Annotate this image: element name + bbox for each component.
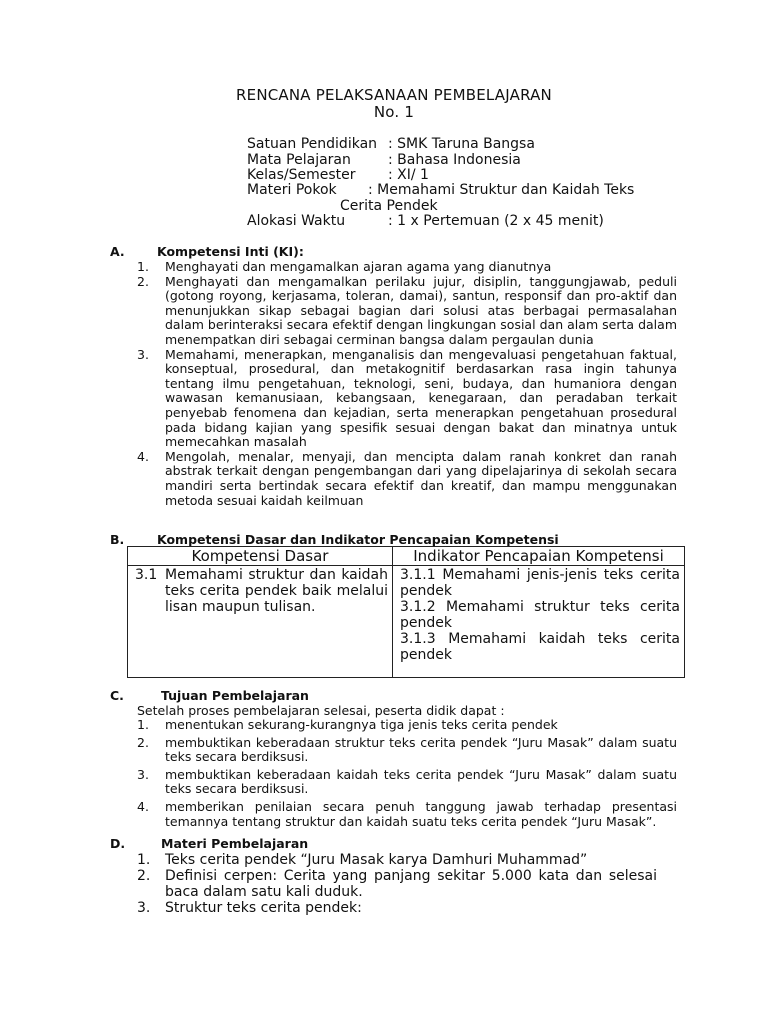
kd-number: 3.1 xyxy=(135,567,158,583)
item-text: Definisi cerpen: Cerita yang panjang sekitar 5.000 kata dan selesai baca dalam satu kali duduk. xyxy=(165,868,657,900)
item-number: 3. xyxy=(137,766,149,782)
identity-label: Mata Pelajaran xyxy=(247,152,351,168)
list-item xyxy=(137,348,677,450)
competency-table xyxy=(127,546,685,678)
kd-text: Memahami struktur dan kaidah teks cerita pendek baik melalui lisan maupun tulisan. xyxy=(165,567,388,615)
list-item xyxy=(137,736,677,765)
section-letter: A. xyxy=(110,244,125,259)
identity-satuan xyxy=(247,136,535,152)
list-item xyxy=(137,868,657,900)
list-item xyxy=(137,718,677,733)
list-item xyxy=(137,900,657,916)
section-title: Kompetensi Dasar dan Indikator Pencapaian Kompetensi xyxy=(157,532,559,547)
item-text: Menghayati dan mengamalkan ajaran agama yang dianutnya xyxy=(165,259,552,274)
identity-value: : Memahami Struktur dan Kaidah Teks xyxy=(368,182,635,198)
item-number: 3. xyxy=(137,346,149,362)
item-number: 3. xyxy=(137,900,151,916)
item-number: 4. xyxy=(137,448,149,464)
section-c-heading xyxy=(110,688,309,703)
item-text: membuktikan keberadaan kaidah teks cerita pendek “Juru Masak” dalam suatu teks secara berdiksusi. xyxy=(165,766,677,797)
item-text: memberikan penilaian secara penuh tanggung jawab terhadap presentasi temannya tentang struktur dan kaidah suatu teks cerita pendek “Juru Masak”. xyxy=(165,798,677,829)
item-number: 1. xyxy=(137,717,149,732)
item-number: 2. xyxy=(137,868,151,884)
list-item xyxy=(137,768,677,797)
identity-label: Kelas/Semester xyxy=(247,167,356,183)
item-number: 4. xyxy=(137,798,149,814)
table-row xyxy=(128,566,685,678)
identity-materi-continued: Cerita Pendek xyxy=(340,198,438,214)
section-letter: C. xyxy=(110,688,124,703)
section-title: Kompetensi Inti (KI): xyxy=(157,244,304,259)
section-d-heading xyxy=(110,836,308,851)
materi-list xyxy=(137,852,657,916)
section-letter: B. xyxy=(110,532,125,547)
section-letter: D. xyxy=(110,836,126,851)
identity-value: : 1 x Pertemuan (2 x 45 menit) xyxy=(388,213,604,229)
tujuan-list xyxy=(137,718,677,829)
indikator-cell xyxy=(393,566,685,678)
list-item xyxy=(137,260,677,275)
tujuan-intro: Setelah proses pembelajaran selesai, peserta didik dapat : xyxy=(137,703,505,718)
section-a-heading xyxy=(110,244,304,259)
identity-label: Alokasi Waktu xyxy=(247,213,346,229)
list-item xyxy=(137,800,677,829)
identity-mapel xyxy=(247,152,521,168)
identity-alokasi xyxy=(247,213,604,229)
item-text: Struktur teks cerita pendek: xyxy=(165,900,362,916)
identity-value: : XI/ 1 xyxy=(388,167,429,183)
indicator-item: 3.1.2 Memahami struktur teks cerita pendek xyxy=(400,599,680,631)
item-number: 1. xyxy=(137,259,149,274)
section-title: Tujuan Pembelajaran xyxy=(161,688,309,703)
column-header-indikator: Indikator Pencapaian Kompetensi xyxy=(393,547,685,566)
item-number: 2. xyxy=(137,273,149,289)
identity-materi xyxy=(247,182,634,198)
item-text: menentukan sekurang-kurangnya tiga jenis teks cerita pendek xyxy=(165,717,558,732)
identity-kelas xyxy=(247,167,429,183)
item-number: 2. xyxy=(137,734,149,750)
section-title: Materi Pembelajaran xyxy=(161,836,309,851)
item-text: Menghayati dan mengamalkan perilaku jujur, disiplin, tanggungjawab, peduli (gotong royong, kerjasama, toleran, damai), santun, responsif dan pro-aktif dan menunjukkan sikap sebagai bagian dari solusi atas berbagai permasalahan dalam berinteraksi secara efektif dengan lingkungan sosial dan alam serta dalam menempatkan diri sebagai cerminan bangsa dalam pergaulan dunia xyxy=(165,273,677,347)
kd-item xyxy=(135,567,388,615)
item-text: Memahami, menerapkan, menganalisis dan mengevaluasi pengetahuan faktual, konseptual, prosedural, dan metakognitif berdasarkan rasa ingin tahunya tentang ilmu pengetahuan, teknologi, seni, budaya, dan humaniora dengan wawasan kemanusiaan, kebangsaan, kenegaraan, dan peradaban terkait penyebab fenomena dan kejadian, serta menerapkan pengetahuan prosedural pada bidang kajian yang spesifik sesuai dengan bakat dan minatnya untuk memecahkan masalah xyxy=(165,346,677,450)
section-b-heading xyxy=(110,532,559,547)
item-number: 1. xyxy=(137,852,151,868)
item-text: membuktikan keberadaan struktur teks cerita pendek “Juru Masak” dalam suatu teks secara berdiksusi. xyxy=(165,734,677,765)
identity-label: Satuan Pendidikan xyxy=(247,136,378,152)
indicator-item: 3.1.3 Memahami kaidah teks cerita pendek xyxy=(400,631,680,663)
column-header-kompetensi-dasar: Kompetensi Dasar xyxy=(128,547,393,566)
list-item xyxy=(137,852,657,868)
identity-value: : Bahasa Indonesia xyxy=(388,152,521,168)
item-text: Teks cerita pendek “Juru Masak karya Damhuri Muhammad” xyxy=(165,852,588,868)
identity-label: Materi Pokok xyxy=(247,182,337,198)
document-title: RENCANA PELAKSANAAN PEMBELAJARAN xyxy=(236,86,552,104)
indicator-item: 3.1.1 Memahami jenis-jenis teks cerita pendek xyxy=(400,567,680,599)
identity-value: : SMK Taruna Bangsa xyxy=(388,136,535,152)
table-header-row xyxy=(128,547,685,566)
kompetensi-dasar-cell xyxy=(128,566,393,678)
list-item xyxy=(137,275,677,348)
list-item xyxy=(137,450,677,508)
document-number: No. 1 xyxy=(373,103,415,121)
item-text: Mengolah, menalar, menyaji, dan mencipta dalam ranah konkret dan ranah abstrak terkait dengan pengembangan dari yang dipelajarinya di sekolah secara mandiri serta bertindak secara efektif dan kreatif, dan mampu menggunakan metoda sesuai kaidah keilmuan xyxy=(165,448,677,508)
kompetensi-inti-list xyxy=(137,260,677,508)
